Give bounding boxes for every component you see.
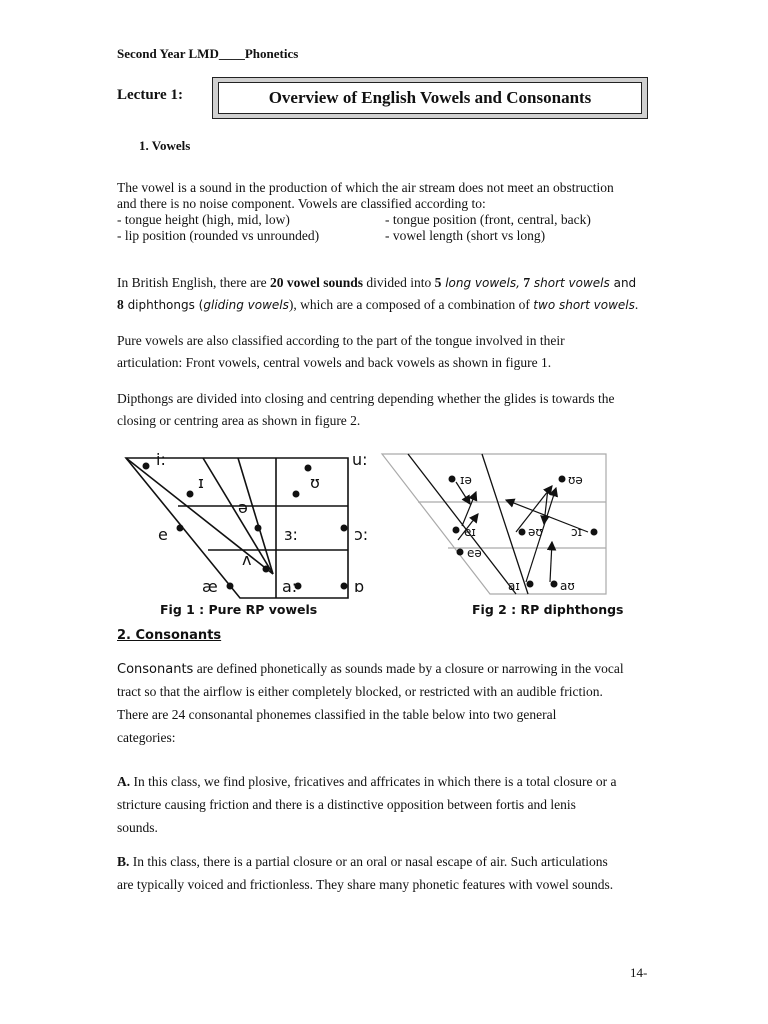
pure-vowels-line1: Pure vowels are also classified according to the part of the tongue involved in their: [117, 333, 565, 348]
symbol-e: e: [158, 525, 168, 544]
vowel-dot: [341, 525, 348, 532]
symbol-u-long: u:: [352, 450, 368, 469]
symbol-au: aʊ: [560, 579, 575, 593]
symbol-wedge: ʌ: [242, 550, 252, 569]
consonant-definition-line1: Consonants are defined phonetically as sounds made by a closure or narrowing in the vocal: [117, 661, 624, 677]
symbol-ee: eə: [467, 546, 482, 560]
vowel-dot: [293, 491, 300, 498]
lecture-label: Lecture 1:: [117, 87, 183, 103]
symbol-ae: æ: [202, 577, 218, 596]
vowel-dot: [305, 465, 312, 472]
consonant-definition-line2: tract so that the airflow is either completely blocked, or restricted with an audible friction.: [117, 684, 603, 699]
vowel-definition-line1: The vowel is a sound in the production of which the air stream does not meet an obstruction: [117, 180, 614, 195]
symbol-ei: eɪ: [464, 525, 476, 539]
page-number: 14-: [630, 965, 648, 980]
symbol-short-o: ɒ: [354, 577, 365, 596]
symbol-oi: ɔɪ: [571, 525, 583, 539]
symbol-er-long: ɜ:: [284, 525, 298, 544]
pure-vowels-chart: [118, 444, 378, 604]
diphthongs-line1: Dipthongs are divided into closing and centring depending whether the glides is towards the: [117, 391, 615, 406]
criterion-tongue-position: - tongue position (front, central, back): [385, 212, 591, 227]
symbol-ar-long: a:: [282, 577, 298, 596]
criterion-tongue-height: - tongue height (high, mid, low): [117, 212, 290, 227]
section-heading-vowels: 1. Vowels: [139, 138, 191, 153]
symbol-ie: ɪə: [460, 473, 472, 487]
vowel-dot: [263, 566, 270, 573]
symbol-i-long: i:: [156, 450, 166, 469]
section-heading-consonants: 2. Consonants: [117, 628, 222, 643]
vowel-count-paragraph: In British English, there are 20 vowel sounds divided into 5 long vowels, 7 short vowels and 8 diphthongs (gliding vowels), which are a composed of a combination of two short vowels.: [117, 275, 639, 312]
consonant-definition-line4: categories:: [117, 730, 176, 745]
symbol-ai: aɪ: [508, 579, 520, 593]
criterion-lip-position: - lip position (rounded vs unrounded): [117, 228, 320, 243]
fig1-caption: Fig 1 : Pure RP vowels: [160, 602, 318, 617]
arrow-ei: [462, 492, 476, 526]
fig2-caption: Fig 2 : RP diphthongs: [472, 602, 624, 617]
vowel-dot: [143, 463, 150, 470]
vowel-dot: [341, 583, 348, 590]
vowel-dot: [187, 491, 194, 498]
lecture-title: Overview of English Vowels and Consonants: [218, 82, 642, 114]
vowel-dot: [177, 525, 184, 532]
vowel-definition-line2: and there is no noise component. Vowels are classified according to:: [117, 196, 486, 211]
symbol-eu: əʊ: [528, 525, 543, 539]
symbol-or-long: ɔ:: [354, 525, 369, 544]
class-a-line1: A. In this class, we find plosive, fricatives and affricates in which there is a total closure or a: [117, 774, 617, 789]
symbol-short-i: ɪ: [198, 473, 204, 492]
symbol-schwa: ə: [238, 498, 248, 517]
diphthongs-chart: [378, 444, 618, 604]
symbol-ue: ʊə: [568, 473, 583, 487]
vowel-dot: [255, 525, 262, 532]
pure-vowels-line2: articulation: Front vowels, central vowels and back vowels as shown in figure 1.: [117, 355, 552, 370]
criterion-vowel-length: - vowel length (short vs long): [385, 228, 546, 243]
diphthongs-line2: closing or centring area as shown in figure 2.: [117, 413, 361, 428]
class-b-line1: B. In this class, there is a partial closure or an oral or nasal escape of air. Such articulations: [117, 854, 608, 869]
vowel-dot: [227, 583, 234, 590]
tongue-line-2: [482, 454, 528, 594]
class-b-line2: are typically voiced and frictionless. They share many phonetic features with vowel sounds.: [117, 877, 614, 892]
class-a-line3: sounds.: [117, 820, 158, 835]
course-header: Second Year LMD____Phonetics: [117, 46, 299, 61]
symbol-short-u: ʊ: [310, 473, 320, 492]
consonant-definition-line3: There are 24 consonantal phonemes classified in the table below into two general: [117, 707, 557, 722]
class-a-line2: stricture causing friction and there is a distinctive opposition between fortis and lenis: [117, 797, 576, 812]
